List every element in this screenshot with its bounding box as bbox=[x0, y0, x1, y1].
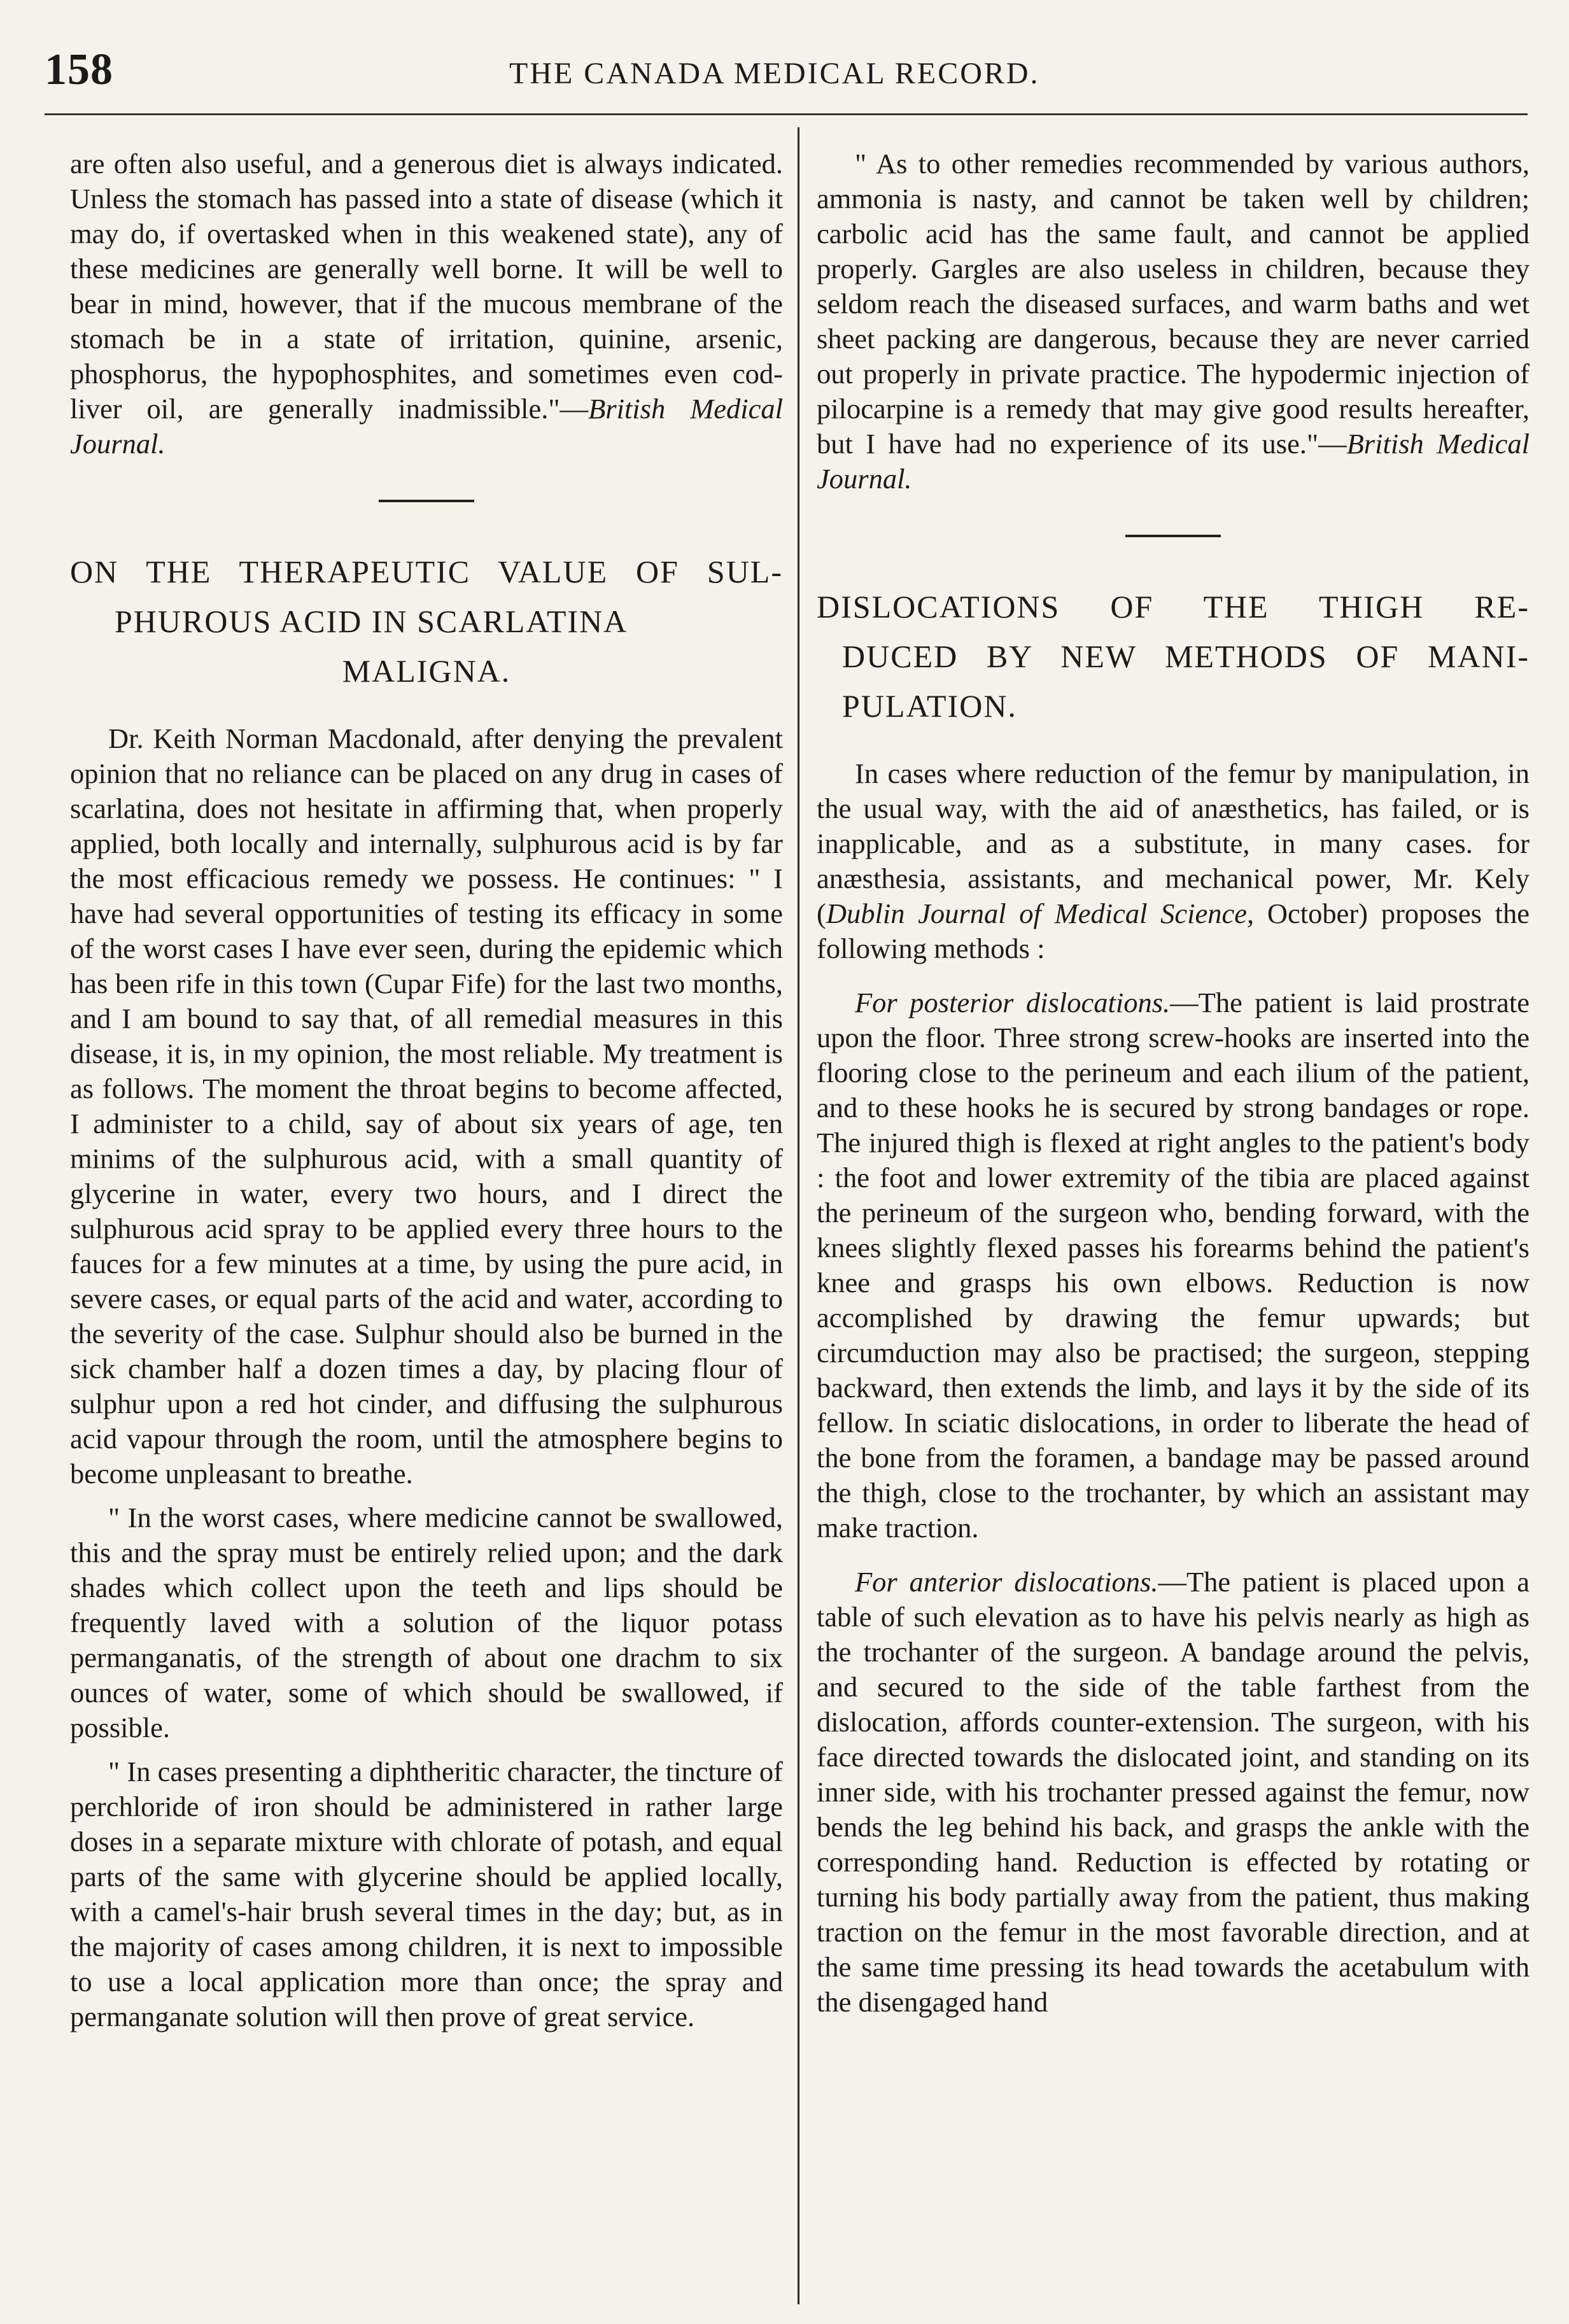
paragraph: For posterior dislocations.—The patient is laid prostrate upon the floor. Three strong screw-hooks are inserted into the flooring close to the perineum and each ilium of the patient, and to these hooks he is secured by strong bandages or rope. The injured thigh is flexed at right angles to the patient's body : the foot and lower extremity of the tibia are placed against the perineum of the surgeon who, bending forward, with the knees slightly flexed passes his forearms behind the patient's knee and grasps his own elbows. Reduction is now accomplished by drawing the femur upwards; but circumduction may also be practised; the surgeon, stepping backward, then extends the limb, and lays it by the side of its fellow. In sciatic dislocations, in order to liberate the head of the bone from the foramen, a bandage may be passed around the thigh, close to the trochanter, by which an assistant may make traction. bbox=[817, 987, 1530, 1544]
page-header bbox=[0, 45, 1569, 115]
left-column bbox=[70, 146, 783, 2034]
section-rule bbox=[379, 500, 474, 502]
heading-line: DUCED BY NEW METHODS OF MANI- bbox=[842, 638, 1530, 674]
paragraph: " In the worst cases, where medicine cannot be swallowed, this and the spray must be entirely relied upon; and the dark shades which collect upon the teeth and lips should be frequently laved with a solution of the liquor potass permanganatis, of the strength of about one drachm to six ounces of water, some of which should be swallowed, if possible. bbox=[70, 1502, 783, 1743]
subsection-lead: For posterior dislocations. bbox=[855, 987, 1171, 1018]
citation-source: British Medical Journal. bbox=[817, 428, 1530, 495]
paragraph: In cases where reduction of the femur by manipulation, in the usual way, with the aid of anæsthetics, has failed, or is inapplicable, and as a substitute, in many cases. for anæsthesia, assistants, and mechanical power, Mr. Kely (Dublin Journal of Medical Science, October) proposes the following methods : bbox=[817, 757, 1530, 964]
article-heading bbox=[817, 582, 1530, 731]
article-heading bbox=[70, 547, 783, 696]
right-column bbox=[817, 146, 1530, 2020]
citation-source: British Medical Journal. bbox=[70, 393, 783, 460]
heading-line: MALIGNA. bbox=[342, 653, 511, 689]
header-rule bbox=[45, 113, 1528, 115]
heading-line: PHUROUS ACID IN SCARLATINA bbox=[115, 603, 628, 639]
paragraph: " In cases presenting a diphtheritic character, the tincture of perchloride of iron should be administered in rather large doses in a separate mixture with chlorate of potash, and equal parts of the same with glycerine should be applied locally, with a camel's-hair brush several times in the day; but, as in the majority of cases among children, it is next to impossible to use a local application more than once; the spray and permanganate solution will then prove of great service. bbox=[70, 1756, 783, 2032]
running-head: THE CANADA MEDICAL RECORD. bbox=[509, 57, 1040, 90]
section-rule bbox=[1125, 535, 1221, 537]
heading-line: ON THE THERAPEUTIC VALUE OF SUL- bbox=[70, 554, 783, 589]
paragraph: are often also useful, and a generous diet is always indicated. Unless the stomach has passed into a state of disease (which it may do, if overtasked when in this weakened state), any of these medicines are generally well borne. It will be well to bear in mind, however, that if the mucous membrane of the stomach be in a state of irritation, quinine, arsenic, phosphorus, the hypophosphites, and sometimes even cod-liver oil, are generally inadmissible."—British Medical Journal. bbox=[70, 148, 783, 460]
paragraph: For anterior dislocations.—The patient is placed upon a table of such elevation as to have his pelvis nearly as high as the trochanter of the surgeon. A bandage around the pelvis, and secured to the side of the table farthest from the dislocation, affords counter-extension. The surgeon, with his face directed towards the dislocated joint, and standing on its inner side, with his trochanter pressed against the femur, now bends the leg behind his back, and grasps the ankle with the corresponding hand. Reduction is effected by rotating or turning his body partially away from the patient, thus making traction on the femur in the most favorable direction, and at the same time pressing its head towards the acetabulum with the disengaged hand bbox=[817, 1566, 1530, 2018]
paragraph: Dr. Keith Norman Macdonald, after denying the prevalent opinion that no reliance can be placed on any drug in cases of scarlatina, does not hesitate in affirming that, when properly applied, both locally and internally, sulphurous acid is by far the most efficacious remedy we possess. He continues: " I have had several opportunities of testing its efficacy in some of the worst cases I have ever seen, during the epidemic which has been rife in this town (Cupar Fife) for the last two months, and I am bound to say that, of all remedial measures in this disease, it is, in my opinion, the most reliable. My treatment is as follows. The moment the throat begins to become affected, I administer to a child, say of about six years of age, ten minims of the sulphurous acid, with a small quantity of glycerine in water, every two hours, and I direct the sulphurous acid spray to be applied every three hours to the fauces for a few minutes at a time, by using the pure acid, in severe cases, or equal parts of the acid and water, according to the severity of the case. Sulphur should also be burned in the sick chamber half a dozen times a day, by placing flour of sulphur upon a red hot cinder, and diffusing the sulphurous acid vapour through the room, until the atmosphere begins to become unpleasant to breathe. bbox=[70, 722, 783, 1489]
heading-line: PULATION. bbox=[842, 688, 1017, 724]
page-number: 158 bbox=[45, 45, 113, 94]
column-divider bbox=[798, 127, 799, 2304]
heading-line: DISLOCATIONS OF THE THIGH RE- bbox=[817, 589, 1530, 624]
subsection-lead: For anterior dislocations. bbox=[855, 1566, 1158, 1598]
paragraph: " As to other remedies recommended by various authors, ammonia is nasty, and cannot be taken well by children; carbolic acid has the same fault, and cannot be applied properly. Gargles are also useless in children, because they seldom reach the diseased surfaces, and warm baths and wet sheet packing are dangerous, because they are never carried out properly in private practice. The hypodermic injection of pilocarpine is a remedy that may give good results hereafter, but I have had no experience of its use."—British Medical Journal. bbox=[817, 148, 1530, 495]
journal-title: Dublin Journal of Medical Science bbox=[826, 898, 1248, 929]
